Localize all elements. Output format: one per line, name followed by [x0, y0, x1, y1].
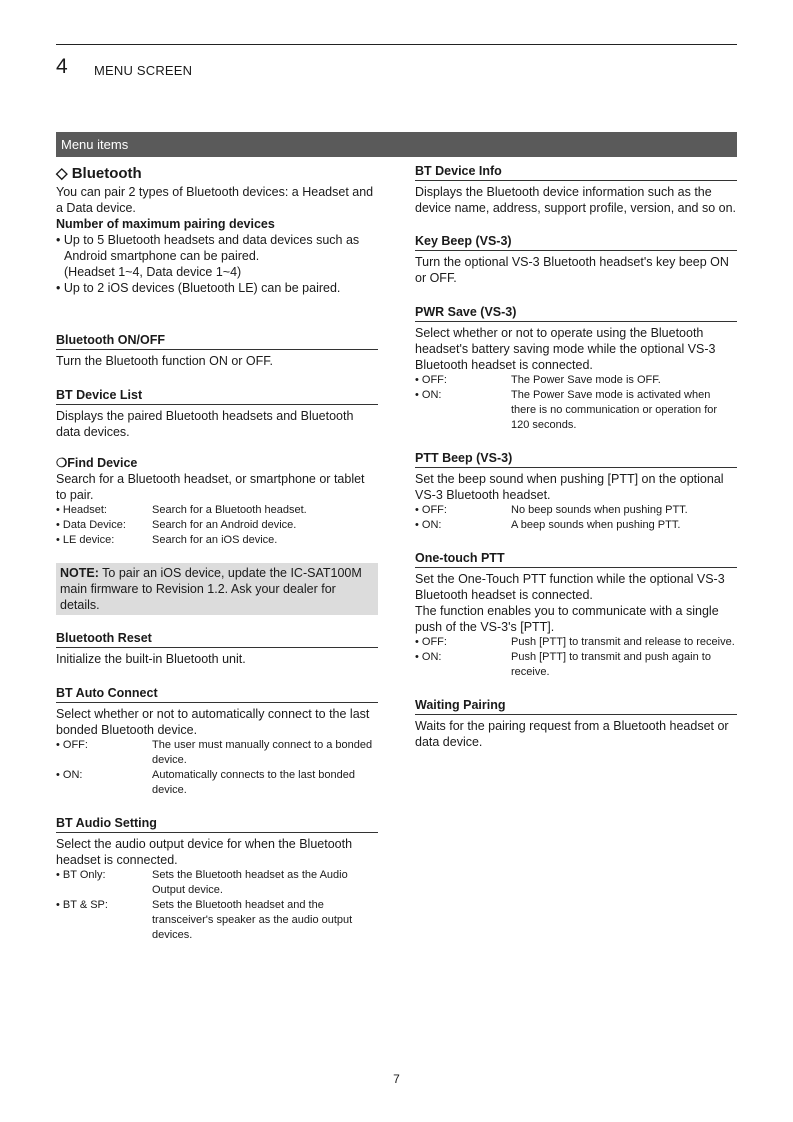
bt-audio-setting-heading: BT Audio Setting [56, 816, 378, 833]
bluetooth-reset-text: Initialize the built-in Bluetooth unit. [56, 652, 246, 666]
chapter-number: 4 [56, 55, 68, 78]
key-beep-heading: Key Beep (VS-3) [415, 234, 737, 251]
note-box [56, 563, 378, 615]
waiting-pairing-text: Waits for the pairing request from a Bluetooth headset or data device. [415, 719, 729, 749]
ptt-beep-text: Set the beep sound when pushing [PTT] on the optional VS-3 Bluetooth headset. [415, 472, 724, 502]
list-item: • Headset: Search for a Bluetooth headset. [56, 504, 307, 516]
one-touch-ptt-heading: One-touch PTT [415, 551, 737, 568]
list-item: • Data Device: Search for an Android device. [56, 519, 297, 531]
list-item: • ON: The Power Save mode is activated when there is no communication or operation for 120 seconds. [415, 389, 718, 431]
chapter-title: MENU SCREEN [94, 63, 193, 78]
max-pairing-title: Number of maximum pairing devices [56, 217, 275, 231]
header-rule [56, 44, 737, 45]
list-item: (Headset 1~4, Data device 1~4) [64, 265, 242, 279]
pwr-save-heading: PWR Save (VS-3) [415, 305, 737, 322]
list-item: • LE device: Search for an iOS device. [56, 534, 278, 546]
list-item: • Up to 2 iOS devices (Bluetooth LE) can be paired. [56, 281, 341, 295]
note-text: To pair an iOS device, update the IC-SAT100M main firmware to Revision 1.2. Ask your dealer for details. [60, 566, 362, 612]
bt-device-info-text: Displays the Bluetooth device information such as the device name, address, support profile, version, and so on. [415, 185, 737, 215]
bt-auto-connect-heading: BT Auto Connect [56, 686, 378, 703]
diamond-icon: ◇ [56, 165, 68, 182]
bluetooth-heading: ◇ Bluetooth [56, 165, 142, 182]
circle-icon: ❍ [56, 456, 68, 470]
left-column [56, 164, 378, 943]
one-touch-ptt-text: Set the One-Touch PTT function while the optional VS-3 Bluetooth headset is connected. [415, 572, 725, 602]
one-touch-ptt-text-2: The function enables you to communicate with a single push of the VS-3's [PTT]. [415, 604, 719, 634]
list-item: • ON: Automatically connects to the last bonded device. [56, 769, 356, 796]
bluetooth-intro: You can pair 2 types of Bluetooth devices: a Headset and a Data device. [56, 185, 374, 215]
list-item: • OFF: The user must manually connect to a bonded device. [56, 739, 373, 766]
bt-audio-setting-text: Select the audio output device for when the Bluetooth headset is connected. [56, 837, 353, 867]
find-device-text: Search for a Bluetooth headset, or smartphone or tablet to pair. [56, 472, 365, 502]
bluetooth-reset-heading: Bluetooth Reset [56, 631, 378, 648]
bt-device-list-text: Displays the paired Bluetooth headsets and Bluetooth data devices. [56, 409, 354, 439]
list-item: • ON: Push [PTT] to transmit and push again to receive. [415, 651, 711, 678]
note-label: NOTE: [60, 566, 99, 580]
list-item: • OFF: Push [PTT] to transmit and release to receive. [415, 636, 735, 648]
list-item: • OFF: The Power Save mode is OFF. [415, 374, 661, 386]
bluetooth-onoff-heading: Bluetooth ON/OFF [56, 333, 378, 350]
bt-device-list-heading: BT Device List [56, 388, 378, 405]
find-device-heading: ❍Find Device [56, 456, 138, 470]
bluetooth-onoff-text: Turn the Bluetooth function ON or OFF. [56, 354, 273, 368]
page-number: 7 [393, 1072, 400, 1086]
right-column [415, 164, 737, 750]
list-item: • BT Only: Sets the Bluetooth headset as the Audio Output device. [56, 869, 348, 896]
list-item: • BT & SP: Sets the Bluetooth headset and the transceiver's speaker as the audio output devices. [56, 899, 353, 941]
bt-auto-connect-text: Select whether or not to automatically connect to the last bonded Bluetooth device. [56, 707, 370, 737]
list-item: • ON: A beep sounds when pushing PTT. [415, 519, 681, 531]
menu-items-bar: Menu items [56, 132, 737, 157]
bt-device-info-heading: BT Device Info [415, 164, 737, 181]
list-item: • Up to 5 Bluetooth headsets and data devices such as Android smartphone can be paired. [56, 233, 360, 263]
waiting-pairing-heading: Waiting Pairing [415, 698, 737, 715]
ptt-beep-heading: PTT Beep (VS-3) [415, 451, 737, 468]
max-pairing-list [56, 232, 378, 296]
key-beep-text: Turn the optional VS-3 Bluetooth headset's key beep ON or OFF. [415, 255, 729, 285]
list-item: • OFF: No beep sounds when pushing PTT. [415, 504, 688, 516]
pwr-save-text: Select whether or not to operate using the Bluetooth headset's battery saving mode while the optional VS-3 Bluetooth headset is connected. [415, 326, 716, 372]
